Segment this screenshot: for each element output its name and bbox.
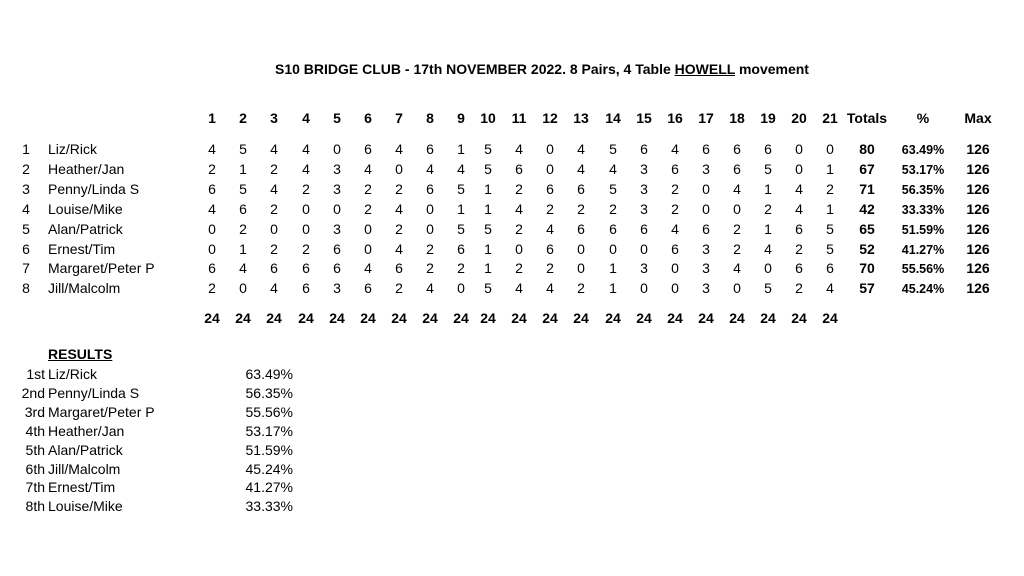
score-cell: 1: [609, 280, 617, 297]
score-cell: 6: [270, 260, 278, 277]
score-cell: 5: [484, 220, 492, 237]
row-max: 126: [966, 280, 990, 297]
column-total: 24: [636, 310, 652, 326]
score-cell: 0: [333, 200, 341, 217]
column-total: 24: [298, 310, 314, 326]
score-cell: 1: [609, 260, 617, 277]
result-percent: 55.56%: [245, 403, 293, 420]
score-cell: 0: [795, 141, 803, 157]
result-place: 4th: [25, 422, 45, 439]
score-cell: 4: [270, 180, 278, 197]
column-header: 20: [791, 110, 807, 126]
pair-name: Jill/Malcolm: [48, 280, 121, 297]
score-cell: 2: [270, 160, 278, 177]
result-percent: 33.33%: [245, 498, 293, 515]
score-cell: 4: [208, 200, 216, 217]
score-cell: 2: [239, 220, 247, 237]
score-cell: 3: [333, 220, 341, 237]
pair-name: Ernest/Tim: [48, 240, 116, 257]
score-cell: 6: [364, 280, 372, 297]
score-cell: 4: [733, 180, 741, 197]
score-cell: 2: [764, 200, 772, 217]
score-cell: 5: [609, 141, 617, 157]
score-cell: 4: [364, 160, 372, 177]
row-total: 70: [859, 260, 875, 277]
score-cell: 2: [515, 260, 523, 277]
column-header: 17: [698, 110, 714, 126]
score-cell: 6: [671, 160, 679, 177]
column-header: 13: [573, 110, 589, 126]
score-cell: 3: [640, 160, 648, 177]
score-cell: 5: [826, 220, 834, 237]
result-pair: Alan/Patrick: [48, 441, 123, 458]
pair-name: Heather/Jan: [48, 160, 125, 177]
score-cell: 4: [395, 141, 403, 157]
score-cell: 5: [457, 220, 465, 237]
column-header: 19: [760, 110, 776, 126]
row-percent: 53.17%: [901, 162, 945, 177]
result-percent: 41.27%: [245, 479, 293, 496]
result-pair: Ernest/Tim: [48, 479, 116, 496]
column-header: 5: [333, 110, 341, 126]
score-cell: 2: [546, 200, 554, 217]
result-pair: Jill/Malcolm: [48, 460, 121, 477]
score-cell: 6: [702, 141, 710, 157]
score-cell: 4: [457, 160, 465, 177]
score-cell: 6: [577, 180, 585, 197]
score-cell: 6: [426, 141, 434, 157]
score-cell: 0: [364, 240, 372, 257]
score-cell: 2: [270, 240, 278, 257]
title-underlined: HOWELL: [674, 61, 736, 77]
result-pair: Liz/Rick: [48, 366, 98, 382]
score-cell: 6: [457, 240, 465, 257]
score-cell: 0: [609, 240, 617, 257]
score-cell: 1: [239, 240, 247, 257]
row-percent: 33.33%: [901, 202, 945, 217]
score-cell: 1: [484, 200, 492, 217]
score-cell: 0: [733, 280, 741, 297]
score-cell: 4: [426, 160, 434, 177]
column-total: 24: [453, 310, 469, 326]
score-cell: 2: [426, 260, 434, 277]
score-cell: 6: [333, 260, 341, 277]
score-cell: 2: [364, 200, 372, 217]
score-cell: 4: [515, 200, 523, 217]
column-total: 24: [573, 310, 589, 326]
score-cell: 6: [826, 260, 834, 277]
score-cell: 6: [515, 160, 523, 177]
score-cell: 3: [640, 180, 648, 197]
row-max: 126: [966, 141, 990, 157]
score-cell: 2: [733, 220, 741, 237]
title-prefix: S10 BRIDGE CLUB - 17th NOVEMBER 2022. 8 Pairs, 4 Table: [275, 61, 675, 77]
row-total: 67: [859, 160, 875, 177]
score-cell: 0: [733, 200, 741, 217]
score-cell: 6: [364, 141, 372, 157]
score-cell: 0: [795, 160, 803, 177]
score-cell: 6: [208, 260, 216, 277]
row-max: 126: [966, 240, 990, 257]
score-cell: 3: [640, 260, 648, 277]
result-pair: Margaret/Peter P: [48, 403, 155, 420]
result-pair: Penny/Linda S: [48, 384, 140, 401]
column-total: 24: [329, 310, 345, 326]
score-cell: 2: [457, 260, 465, 277]
score-cell: 2: [270, 200, 278, 217]
column-header: 15: [636, 110, 652, 126]
result-pair: Heather/Jan: [48, 422, 125, 439]
score-cell: 6: [546, 180, 554, 197]
score-cell: 0: [426, 200, 434, 217]
score-cell: 4: [302, 141, 310, 157]
result-place: 6th: [25, 460, 45, 477]
score-cell: 4: [733, 260, 741, 277]
score-cell: 1: [826, 160, 834, 177]
score-cell: 4: [764, 240, 772, 257]
score-cell: 0: [239, 280, 247, 297]
score-cell: 0: [270, 220, 278, 237]
totals-header: Totals: [846, 110, 888, 126]
column-total: 24: [791, 310, 807, 326]
score-cell: 1: [484, 180, 492, 197]
row-number: 6: [22, 240, 30, 257]
score-cell: 5: [484, 141, 492, 157]
row-number: 1: [22, 141, 30, 157]
row-number: 7: [22, 260, 30, 277]
pair-name: Alan/Patrick: [48, 220, 123, 237]
pair-name: Liz/Rick: [48, 141, 98, 157]
score-cell: 6: [239, 200, 247, 217]
row-total: 57: [859, 280, 875, 297]
row-number: 8: [22, 280, 30, 297]
row-number: 5: [22, 220, 30, 237]
score-cell: 0: [457, 280, 465, 297]
score-cell: 0: [546, 160, 554, 177]
column-total: 24: [235, 310, 251, 326]
score-cell: 6: [302, 280, 310, 297]
score-cell: 2: [302, 240, 310, 257]
score-cell: 0: [577, 260, 585, 277]
score-cell: 1: [484, 260, 492, 277]
row-total: 42: [859, 200, 875, 217]
row-total: 52: [859, 240, 875, 257]
column-total: 24: [822, 310, 838, 326]
score-cell: 6: [702, 220, 710, 237]
row-number: 3: [22, 180, 30, 197]
score-cell: 6: [395, 260, 403, 277]
result-place: 3rd: [24, 403, 45, 420]
score-cell: 2: [426, 240, 434, 257]
row-percent: 45.24%: [901, 282, 945, 297]
column-header: 6: [364, 110, 372, 126]
score-cell: 0: [546, 141, 554, 157]
score-cell: 5: [484, 280, 492, 297]
score-cell: 0: [702, 200, 710, 217]
score-cell: 1: [764, 180, 772, 197]
score-cell: 2: [671, 180, 679, 197]
score-cell: 4: [239, 260, 247, 277]
score-cell: 6: [546, 240, 554, 257]
score-cell: 0: [302, 220, 310, 237]
results-heading: RESULTS: [48, 346, 113, 362]
score-cell: 4: [515, 280, 523, 297]
column-total: 24: [360, 310, 376, 326]
row-percent: 41.27%: [901, 242, 945, 257]
score-cell: 5: [457, 180, 465, 197]
column-total: 24: [760, 310, 776, 326]
score-cell: 2: [795, 280, 803, 297]
score-cell: 6: [764, 141, 772, 157]
score-cell: 1: [457, 141, 465, 157]
pair-name: Margaret/Peter P: [48, 260, 155, 277]
score-cell: 1: [826, 200, 834, 217]
score-cell: 2: [826, 180, 834, 197]
score-cell: 0: [671, 280, 679, 297]
result-percent: 56.35%: [245, 384, 293, 401]
score-cell: 3: [333, 160, 341, 177]
score-cell: 0: [671, 260, 679, 277]
column-header: 11: [511, 110, 527, 126]
score-cell: 5: [239, 141, 247, 157]
column-total: 24: [422, 310, 438, 326]
score-cell: 4: [577, 160, 585, 177]
column-header: 8: [426, 110, 434, 126]
score-cell: 4: [270, 280, 278, 297]
score-cell: 6: [302, 260, 310, 277]
result-place: 8th: [25, 498, 45, 515]
row-number: 4: [22, 200, 30, 217]
score-cell: 3: [333, 180, 341, 197]
percent-header: %: [916, 110, 930, 126]
score-cell: 2: [577, 200, 585, 217]
column-header: 7: [395, 110, 403, 126]
score-cell: 6: [577, 220, 585, 237]
row-percent: 56.35%: [901, 182, 945, 197]
score-cell: 1: [457, 200, 465, 217]
score-cell: 6: [640, 220, 648, 237]
score-cell: 5: [826, 240, 834, 257]
score-cell: 0: [702, 180, 710, 197]
column-total: 24: [511, 310, 527, 326]
result-percent: 63.49%: [245, 366, 293, 382]
row-percent: 55.56%: [901, 262, 945, 277]
row-total: 65: [859, 220, 875, 237]
score-cell: 6: [640, 141, 648, 157]
score-cell: 4: [795, 200, 803, 217]
column-header: 1: [208, 110, 216, 126]
score-cell: 2: [302, 180, 310, 197]
score-cell: 6: [671, 240, 679, 257]
result-percent: 53.17%: [245, 422, 293, 439]
row-max: 126: [966, 180, 990, 197]
column-header: 18: [729, 110, 745, 126]
row-percent: 51.59%: [901, 222, 945, 237]
score-cell: 2: [733, 240, 741, 257]
score-cell: 4: [208, 141, 216, 157]
score-cell: 6: [795, 220, 803, 237]
score-cell: 0: [515, 240, 523, 257]
result-place: 5th: [25, 441, 45, 458]
pair-name: Louise/Mike: [48, 200, 123, 217]
column-header: 12: [542, 110, 558, 126]
score-cell: 6: [333, 240, 341, 257]
score-cell: 5: [239, 180, 247, 197]
pair-name: Penny/Linda S: [48, 180, 140, 197]
column-header: 10: [480, 110, 496, 126]
column-header: 21: [822, 110, 838, 126]
score-cell: 2: [609, 200, 617, 217]
score-cell: 4: [364, 260, 372, 277]
max-header: Max: [964, 110, 992, 126]
score-cell: 3: [702, 260, 710, 277]
column-total: 24: [605, 310, 621, 326]
score-cell: 4: [515, 141, 523, 157]
score-cell: 5: [609, 180, 617, 197]
row-max: 126: [966, 220, 990, 237]
row-total: 71: [859, 180, 875, 197]
score-cell: 0: [364, 220, 372, 237]
score-cell: 2: [364, 180, 372, 197]
score-cell: 2: [546, 260, 554, 277]
page-title: [0, 61, 1024, 77]
score-cell: 1: [764, 220, 772, 237]
score-cell: 0: [208, 220, 216, 237]
score-cell: 4: [671, 220, 679, 237]
score-cell: 2: [795, 240, 803, 257]
result-pair: Louise/Mike: [48, 498, 123, 515]
score-cell: 0: [426, 220, 434, 237]
column-total: 24: [391, 310, 407, 326]
row-max: 126: [966, 200, 990, 217]
score-cell: 4: [546, 220, 554, 237]
score-cell: 5: [764, 160, 772, 177]
column-header: 2: [239, 110, 247, 126]
score-cell: 1: [239, 160, 247, 177]
score-cell: 0: [395, 160, 403, 177]
score-cell: 4: [546, 280, 554, 297]
score-cell: 1: [484, 240, 492, 257]
column-total: 24: [266, 310, 282, 326]
score-cell: 4: [395, 200, 403, 217]
score-cell: 4: [671, 141, 679, 157]
result-percent: 45.24%: [245, 460, 293, 477]
row-total: 80: [859, 141, 875, 157]
column-total: 24: [480, 310, 496, 326]
score-cell: 3: [702, 160, 710, 177]
row-max: 126: [966, 260, 990, 277]
score-cell: 4: [302, 160, 310, 177]
score-cell: 2: [395, 280, 403, 297]
column-header: 3: [270, 110, 278, 126]
result-place: 2nd: [21, 384, 45, 401]
score-cell: 6: [208, 180, 216, 197]
score-cell: 4: [270, 141, 278, 157]
result-place: 1st: [26, 366, 45, 382]
score-cell: 2: [208, 280, 216, 297]
title-suffix: movement: [735, 61, 809, 77]
score-cell: 0: [826, 141, 834, 157]
score-cell: 2: [577, 280, 585, 297]
column-total: 24: [698, 310, 714, 326]
score-cell: 0: [208, 240, 216, 257]
score-cell: 3: [333, 280, 341, 297]
score-cell: 0: [302, 200, 310, 217]
column-header: 4: [302, 110, 310, 126]
score-cell: 2: [515, 180, 523, 197]
score-cell: 4: [395, 240, 403, 257]
score-cell: 2: [395, 220, 403, 237]
score-cell: 4: [577, 141, 585, 157]
score-cell: 2: [395, 180, 403, 197]
result-percent: 51.59%: [245, 441, 293, 458]
row-max: 126: [966, 160, 990, 177]
column-total: 24: [204, 310, 220, 326]
score-cell: 4: [426, 280, 434, 297]
score-cell: 3: [702, 240, 710, 257]
row-percent: 63.49%: [901, 143, 945, 157]
score-cell: 4: [795, 180, 803, 197]
score-cell: 0: [577, 240, 585, 257]
score-cell: 2: [671, 200, 679, 217]
score-cell: 2: [515, 220, 523, 237]
score-cell: 6: [609, 220, 617, 237]
column-header: 16: [667, 110, 683, 126]
score-cell: 2: [208, 160, 216, 177]
score-cell: 0: [764, 260, 772, 277]
column-total: 24: [667, 310, 683, 326]
score-cell: 5: [484, 160, 492, 177]
score-cell: 5: [764, 280, 772, 297]
score-cell: 6: [733, 141, 741, 157]
column-total: 24: [729, 310, 745, 326]
result-place: 7th: [25, 479, 45, 496]
score-cell: 0: [333, 141, 341, 157]
score-cell: 3: [640, 200, 648, 217]
score-cell: 0: [640, 240, 648, 257]
score-cell: 6: [426, 180, 434, 197]
score-cell: 4: [826, 280, 834, 297]
row-number: 2: [22, 160, 30, 177]
score-cell: 0: [640, 280, 648, 297]
column-header: 14: [605, 110, 621, 126]
score-cell: 4: [609, 160, 617, 177]
score-cell: 3: [702, 280, 710, 297]
score-cell: 6: [795, 260, 803, 277]
column-header: 9: [457, 110, 465, 126]
score-cell: 6: [733, 160, 741, 177]
column-total: 24: [542, 310, 558, 326]
